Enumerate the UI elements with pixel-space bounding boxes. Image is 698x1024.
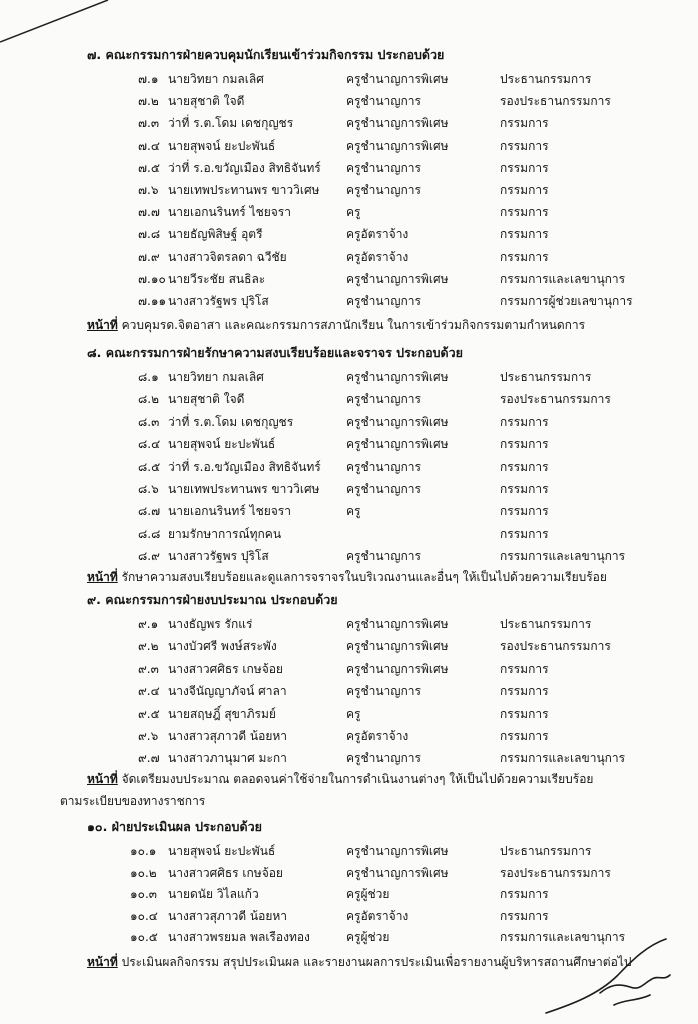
- member-name: นางสาวพรยมล พลเรืองทอง: [168, 930, 310, 945]
- member-role: ประธานกรรมการ: [500, 370, 592, 384]
- member-position: ครูชำนาญการ: [346, 294, 421, 308]
- section-8-heading: ๘. คณะกรรมการฝ่ายรักษาความสงบเรียบร้อยและจราจร ประกอบด้วย: [87, 345, 463, 360]
- member-row: [0, 139, 698, 155]
- member-role: กรรมการ: [500, 504, 549, 519]
- member-number: ๘.๑: [138, 370, 159, 384]
- member-number: ๙.๗: [138, 751, 160, 766]
- member-number: ๙.๔: [138, 684, 160, 699]
- member-role: กรรมการ: [500, 138, 549, 153]
- duty-label: หน้าที่: [87, 955, 118, 969]
- member-row: [0, 482, 698, 498]
- member-position: ครูชำนาญการพิเศษ: [346, 72, 449, 86]
- signature-mark: [540, 935, 680, 1020]
- member-role: กรรมการและเลขานุการ: [500, 271, 626, 286]
- member-role: กรรมการ: [500, 459, 549, 474]
- member-position: ครูชำนาญการ: [346, 94, 421, 109]
- member-name: นายสุชาติ ใจดี: [168, 392, 245, 407]
- member-number: ๗.๔: [138, 138, 160, 153]
- member-position: ครูผู้ช่วย: [346, 887, 390, 902]
- duty-text: ประเมินผลกิจกรรม สรุปประเมินผล และรายงานผลการประเมินเพื่อรายงานผู้บริหารสถานศึกษาต่อไป: [121, 955, 632, 969]
- member-role: กรรมการ: [500, 482, 549, 496]
- member-row: [0, 662, 698, 678]
- section-9-heading: ๙. คณะกรรมการฝ่ายงบประมาณ ประกอบด้วย: [87, 592, 338, 607]
- member-role: กรรมการ: [500, 414, 549, 429]
- duty-text: จัดเตรียมงบประมาณ ตลอดจนค่าใช้จ่ายในการดำเนินงานต่างๆ ให้เป็นไปด้วยความเรียบร้อย: [121, 772, 594, 786]
- member-name: นายดนัย วิไลแก้ว: [168, 887, 259, 902]
- member-position: ครูชำนาญการพิเศษ: [346, 661, 449, 676]
- member-role: กรรมการและเลขานุการ: [500, 549, 626, 564]
- member-row: [0, 460, 698, 476]
- duty-text: รักษาความสงบเรียบร้อยและดูแลการจราจรในบริเวณงานและอื่นๆ ให้เป็นไปด้วยความเรียบร้อย: [121, 570, 607, 584]
- member-position: ครูชำนาญการ: [346, 482, 421, 496]
- member-number: ๙.๓: [138, 661, 159, 676]
- member-role: กรรมการผู้ช่วยเลขานุการ: [500, 294, 633, 308]
- member-name: นางสาวรัฐพร ปุริโส: [168, 294, 269, 308]
- member-role: กรรมการ: [500, 227, 549, 242]
- section-8-duty: [87, 570, 607, 584]
- member-number: ๗.๑: [138, 72, 159, 86]
- member-role: รองประธานกรรมการ: [500, 865, 611, 880]
- member-name: นายวิทยา กมลเลิศ: [168, 72, 264, 86]
- duty-label: หน้าที่: [87, 570, 118, 584]
- member-number: ๙.๒: [138, 639, 159, 654]
- member-row: [0, 887, 698, 903]
- member-row: [0, 639, 698, 655]
- member-name: ว่าที่ ร.อ.ขวัญเมือง สิทธิจันทร์: [168, 459, 321, 474]
- member-name: นางสาวศศิธร เกษจ้อย: [168, 865, 283, 880]
- member-number: ๘.๗: [138, 504, 161, 519]
- member-name: ว่าที่ ร.ต.โดม เดชกุญชร: [168, 414, 294, 429]
- member-row: [0, 370, 698, 386]
- member-row: [0, 227, 698, 243]
- member-position: ครูชำนาญการ: [346, 549, 421, 564]
- member-number: ๘.๙: [138, 549, 160, 564]
- member-name: นายสุพจน์ ยะปะพันธ์: [168, 138, 276, 153]
- member-role: กรรมการ: [500, 729, 549, 743]
- member-name: นายสุชาติ ใจดี: [168, 94, 245, 109]
- member-role: รองประธานกรรมการ: [500, 94, 611, 109]
- member-role: กรรมการ: [500, 684, 549, 699]
- member-role: กรรมการ: [500, 887, 549, 902]
- member-row: [0, 504, 698, 520]
- member-number: ๗.๖: [138, 183, 159, 197]
- member-name: นายสุพจน์ ยะปะพันธ์: [168, 844, 276, 858]
- member-number: ๗.๓: [138, 116, 160, 131]
- member-row: [0, 161, 698, 177]
- member-name: นางสาวจิตรลดา ฉวีชัย: [168, 249, 287, 264]
- member-position: ครูชำนาญการพิเศษ: [346, 414, 449, 429]
- member-number: ๘.๓: [138, 414, 160, 429]
- member-position: ครูชำนาญการ: [346, 751, 421, 766]
- member-role: รองประธานกรรมการ: [500, 392, 611, 407]
- member-number: ๘.๔: [138, 437, 161, 452]
- duty-label: หน้าที่: [87, 772, 118, 786]
- member-role: กรรมการ: [500, 908, 549, 923]
- member-role: กรรมการและเลขานุการ: [500, 930, 626, 945]
- member-name: นางบัวศรี พงษ์สระพัง: [168, 639, 277, 654]
- member-role: ประธานกรรมการ: [500, 844, 592, 858]
- member-row: [0, 751, 698, 767]
- member-position: ครู: [346, 706, 361, 721]
- member-name: นายวีระชัย สนธิละ: [168, 271, 266, 286]
- member-number: ๗.๑๑: [138, 294, 167, 308]
- member-position: ครูชำนาญการพิเศษ: [346, 116, 449, 131]
- member-row: [0, 94, 698, 110]
- member-position: ครูชำนาญการพิเศษ: [346, 271, 449, 286]
- member-name: นายเทพประทานพร ขาววิเศษ: [168, 482, 320, 496]
- member-name: นายสฤษฎิ์ สุขาภิรมย์: [168, 706, 276, 721]
- member-row: [0, 909, 698, 925]
- member-row: [0, 527, 698, 543]
- member-number: ๗.๑๐: [138, 271, 166, 286]
- member-number: ๘.๖: [138, 482, 159, 496]
- member-number: ๗.๗: [138, 205, 160, 220]
- section-9-duty: [87, 772, 593, 786]
- member-row: [0, 844, 698, 860]
- member-role: กรรมการและเลขานุการ: [500, 751, 626, 766]
- member-number: ๑๐.๑: [130, 844, 157, 858]
- member-row: [0, 72, 698, 88]
- member-row: [0, 116, 698, 132]
- member-row: [0, 205, 698, 221]
- member-name: นางสาวภานุมาศ มะกา: [168, 751, 287, 766]
- member-position: ครูชำนาญการพิเศษ: [346, 138, 449, 153]
- member-name: นายสุพจน์ ยะปะพันธ์: [168, 437, 276, 452]
- member-position: ครูชำนาญการ: [346, 160, 421, 175]
- member-name: นายเอกนรินทร์ ไชยจรา: [168, 504, 291, 519]
- member-number: ๗.๘: [138, 227, 161, 242]
- member-row: [0, 392, 698, 408]
- member-role: ประธานกรรมการ: [500, 72, 592, 86]
- member-role: กรรมการ: [500, 706, 549, 721]
- member-position: ครูอัตราจ้าง: [346, 908, 409, 923]
- member-name: นายวิทยา กมลเลิศ: [168, 370, 264, 384]
- member-position: ครูผู้ช่วย: [346, 930, 390, 945]
- member-position: ครูชำนาญการพิเศษ: [346, 865, 449, 880]
- member-name: นายเอกนรินทร์ ไชยจรา: [168, 205, 291, 220]
- member-row: [0, 549, 698, 565]
- member-name: นางธัญพร รักแร่: [168, 617, 253, 631]
- member-role: กรรมการ: [500, 183, 549, 197]
- member-position: ครูชำนาญการพิเศษ: [346, 639, 449, 654]
- member-row: [0, 707, 698, 723]
- duty-text: ควบคุมรด.จิตอาสา และคณะกรรมการสภานักเรียน ในการเข้าร่วมกิจกรรมตามกำหนดการ: [121, 318, 586, 332]
- member-position: ครูอัตราจ้าง: [346, 729, 409, 743]
- member-row: [0, 617, 698, 633]
- member-row: [0, 415, 698, 431]
- member-number: ๘.๘: [138, 526, 161, 541]
- member-number: ๙.๖: [138, 729, 159, 743]
- member-number: ๑๐.๔: [130, 908, 158, 923]
- member-row: [0, 250, 698, 266]
- member-role: ประธานกรรมการ: [500, 617, 592, 631]
- member-number: ๑๐.๕: [130, 930, 158, 945]
- member-position: ครูชำนาญการพิเศษ: [346, 437, 449, 452]
- member-row: [0, 183, 698, 199]
- member-row: [0, 272, 698, 288]
- section-10-heading: ๑๐. ฝ่ายประเมินผล ประกอบด้วย: [87, 819, 262, 834]
- member-position: ครูชำนาญการพิเศษ: [346, 370, 449, 384]
- member-position: ครูชำนาญการ: [346, 392, 421, 407]
- member-number: ๗.๒: [138, 94, 159, 109]
- member-number: ๑๐.๒: [130, 865, 157, 880]
- member-number: ๑๐.๓: [130, 887, 157, 902]
- member-row: [0, 684, 698, 700]
- member-name: นางสาวสุภาวดี น้อยหา: [168, 908, 288, 923]
- member-name: นายธัญพิสิษฐ์ อุตรี: [168, 227, 263, 242]
- member-position: ครู: [346, 205, 361, 220]
- member-role: กรรมการ: [500, 205, 549, 220]
- member-name: ยามรักษาการณ์ทุกคน: [168, 526, 282, 541]
- member-number: ๗.๕: [138, 160, 160, 175]
- section-9-duty-continued: ตามระเบียบของทางราชการ: [60, 794, 206, 808]
- member-name: นางจีนัญญาภัจน์ ศาลา: [168, 684, 287, 699]
- section-7-duty: [87, 318, 585, 332]
- member-number: ๗.๙: [138, 249, 160, 264]
- member-row: [0, 729, 698, 745]
- member-role: กรรมการ: [500, 160, 549, 175]
- member-number: ๙.๕: [138, 706, 160, 721]
- member-position: ครูชำนาญการ: [346, 684, 421, 699]
- section-7-heading: ๗. คณะกรรมการฝ่ายควบคุมนักเรียนเข้าร่วมกิจกรรม ประกอบด้วย: [87, 47, 445, 62]
- duty-label: หน้าที่: [87, 318, 118, 332]
- member-position: ครูชำนาญการ: [346, 459, 421, 474]
- member-position: ครูอัตราจ้าง: [346, 227, 409, 242]
- member-number: ๙.๑: [138, 617, 159, 631]
- member-name: นางสาวศศิธร เกษจ้อย: [168, 661, 283, 676]
- member-name: นายเทพประทานพร ขาววิเศษ: [168, 183, 320, 197]
- member-role: กรรมการ: [500, 437, 549, 452]
- member-name: ว่าที่ ร.อ.ขวัญเมือง สิทธิจันทร์: [168, 160, 321, 175]
- member-name: นางสาวรัฐพร ปุริโส: [168, 549, 269, 564]
- member-position: ครู: [346, 504, 361, 519]
- member-row: [0, 437, 698, 453]
- member-number: ๘.๕: [138, 459, 161, 474]
- member-role: รองประธานกรรมการ: [500, 639, 611, 654]
- member-role: กรรมการ: [500, 116, 549, 131]
- member-position: ครูชำนาญการพิเศษ: [346, 844, 449, 858]
- member-position: ครูชำนาญการ: [346, 183, 421, 197]
- member-number: ๘.๒: [138, 392, 159, 407]
- member-name: ว่าที่ ร.ต.โดม เดชกุญชร: [168, 116, 294, 131]
- member-position: ครูอัตราจ้าง: [346, 249, 409, 264]
- member-role: กรรมการ: [500, 249, 549, 264]
- member-position: ครูชำนาญการพิเศษ: [346, 617, 449, 631]
- member-role: กรรมการ: [500, 526, 549, 541]
- member-row: [0, 866, 698, 882]
- member-row: [0, 294, 698, 310]
- member-role: กรรมการ: [500, 661, 549, 676]
- member-name: นางสาวสุภาวดี น้อยหา: [168, 729, 288, 743]
